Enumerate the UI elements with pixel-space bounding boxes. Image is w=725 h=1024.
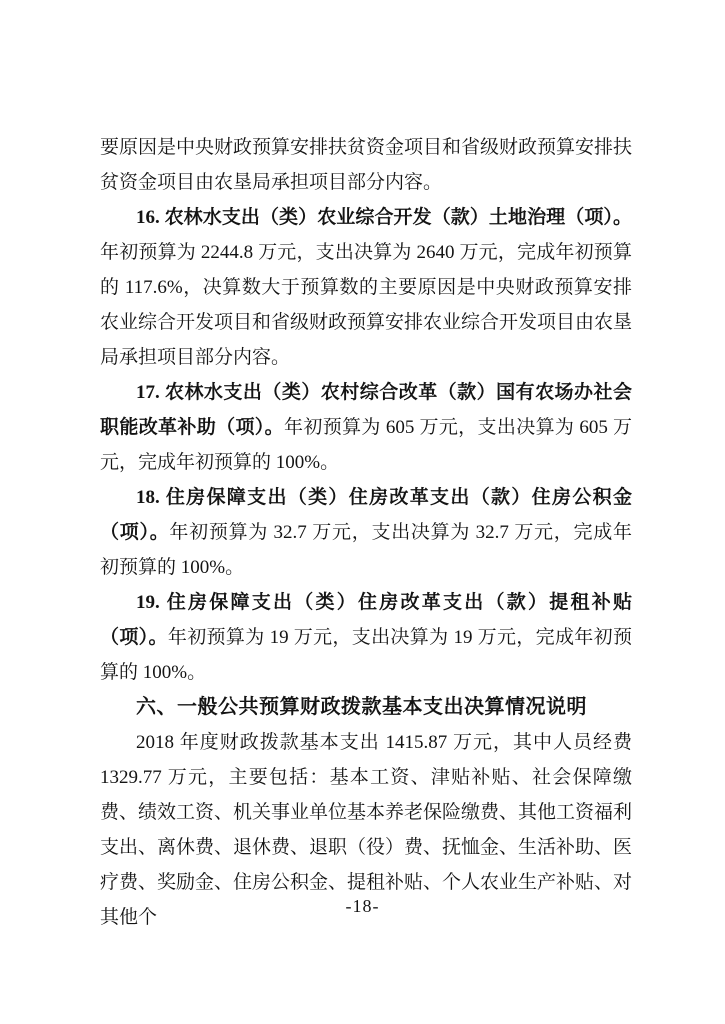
page-number: -18- (345, 896, 380, 916)
paragraph-item-18 (100, 480, 632, 585)
item-17-heading: 17. 农林水支出（类）农村综合改革（款）国有农场办社会职能改革补助（项）。 (100, 382, 632, 438)
section-6-heading-text: 六、一般公共预算财政拨款基本支出决算情况说明 (136, 696, 587, 718)
paragraph-continuation (100, 130, 632, 200)
item-19-body: 年初预算为 19 万元，支出决算为 19 万元，完成年初预算的 100%。 (100, 627, 632, 683)
item-18-body: 年初预算为 32.7 万元，支出决算为 32.7 万元，完成年初预算的 100%。 (100, 522, 632, 578)
item-16-body: 年初预算为 2244.8 万元，支出决算为 2640 万元，完成年初预算的 117.6%，决算数大于预算数的主要原因是中央财政预算安排农业综合开发项目和省级财政预算安排农业综合开发项目由农垦局承担项目部分内容。 (100, 242, 633, 368)
basic-expenditure-body: 2018 年度财政拨款基本支出 1415.87 万元，其中人员经费 1329.77 万元，主要包括：基本工资、津贴补贴、社会保障缴费、绩效工资、机关事业单位基本养老保险缴费、其他工资福利支出、离休费、退休费、退职（役）费、抚恤金、生活补助、医疗费、奖励金、住房公积金、提租补贴、个人农业生产补贴、对其他个 (100, 732, 633, 928)
item-19-heading: 19. 住房保障支出（类）住房改革支出（款）提租补贴（项）。 (100, 592, 632, 648)
paragraph-item-16 (100, 200, 632, 375)
item-17-body: 年初预算为 605 万元，支出决算为 605 万元，完成年初预算的 100%。 (100, 417, 632, 473)
item-18-heading: 18. 住房保障支出（类）住房改革支出（款）住房公积金（项）。 (100, 487, 632, 543)
paragraph-body: 要原因是中央财政预算安排扶贫资金项目和省级财政预算安排扶贫资金项目由农垦局承担项目部分内容。 (100, 137, 633, 193)
page-text-content (100, 130, 632, 935)
paragraph-item-19 (100, 585, 632, 690)
item-16-heading: 16. 农林水支出（类）农业综合开发（款）土地治理（项）。 (136, 207, 632, 228)
section-6-heading (100, 690, 632, 725)
paragraph-item-17 (100, 375, 632, 480)
